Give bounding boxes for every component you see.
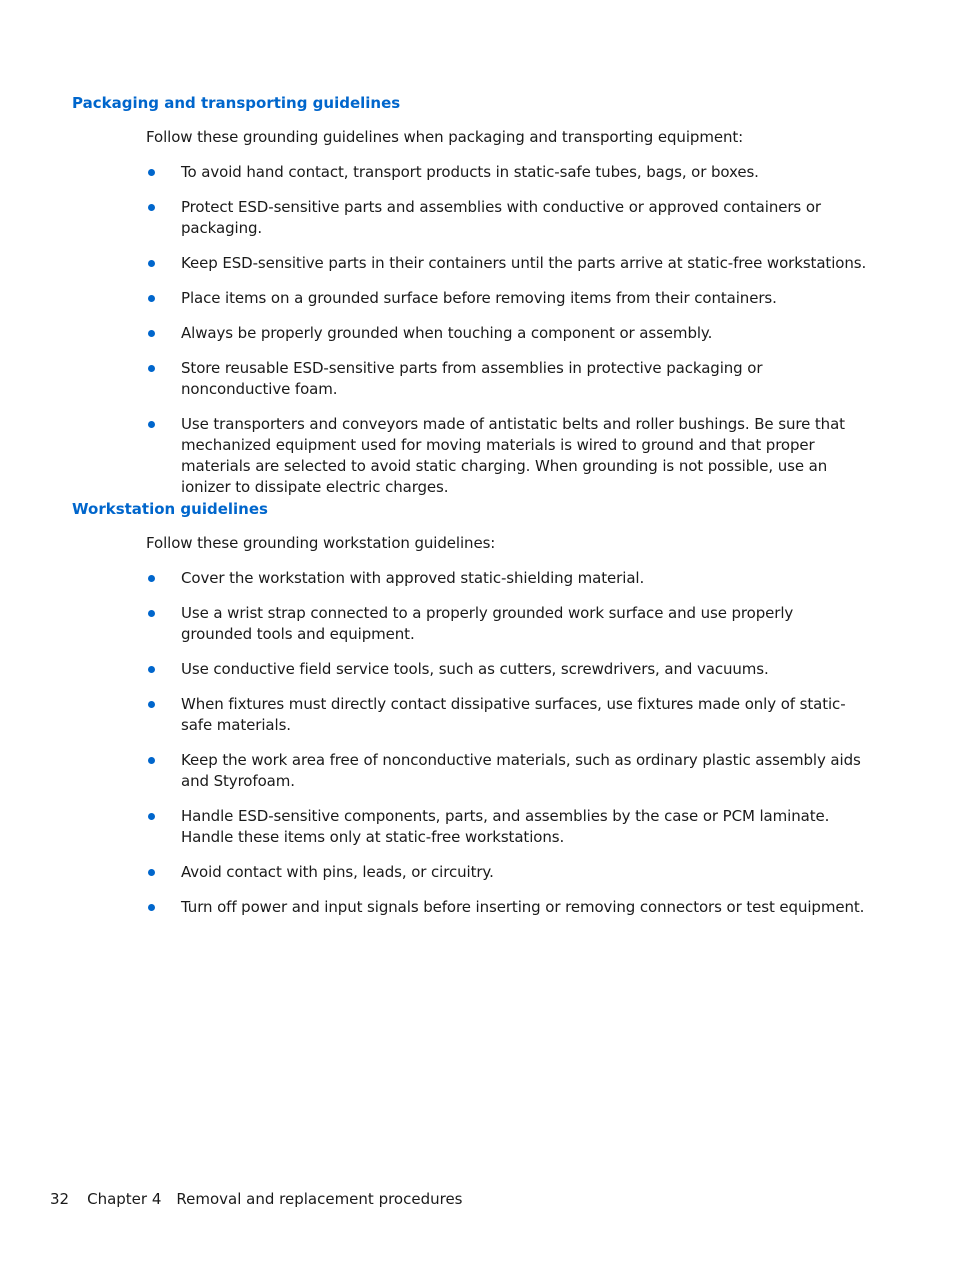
list-item — [146, 288, 868, 309]
chapter-label: Chapter 4 — [87, 1190, 162, 1208]
list-item — [146, 162, 868, 183]
list-item — [146, 323, 868, 344]
list-item-text: Always be properly grounded when touching a component or assembly. — [181, 324, 713, 342]
bullet-icon — [148, 757, 155, 764]
list-item-text: To avoid hand contact, transport products in static-safe tubes, bags, or boxes. — [181, 163, 759, 181]
list-item-text: Use a wrist strap connected to a properly grounded work surface and use properly grounded tools and equipment. — [181, 604, 794, 643]
section-heading-workstation: Workstation guidelines — [72, 500, 268, 518]
list-item — [146, 603, 868, 645]
bullet-icon — [148, 575, 155, 582]
page-footer — [50, 1189, 463, 1210]
bullet-icon — [148, 260, 155, 267]
bullet-icon — [148, 610, 155, 617]
list-item-text: Avoid contact with pins, leads, or circuitry. — [181, 863, 494, 881]
list-item-text: Use conductive field service tools, such as cutters, screwdrivers, and vacuums. — [181, 660, 769, 678]
bullet-icon — [148, 421, 155, 428]
section-intro-workstation: Follow these grounding workstation guidelines: — [146, 534, 496, 552]
list-item-text: Store reusable ESD-sensitive parts from assemblies in protective packaging or nonconductive foam. — [181, 359, 763, 398]
section-intro-packaging: Follow these grounding guidelines when packaging and transporting equipment: — [146, 128, 744, 146]
list-item-text: Cover the workstation with approved static-shielding material. — [181, 569, 645, 587]
bullet-list-packaging — [146, 162, 868, 512]
bullet-icon — [148, 295, 155, 302]
section-heading-packaging: Packaging and transporting guidelines — [72, 94, 401, 112]
list-item — [146, 897, 868, 918]
list-item — [146, 659, 868, 680]
page-number: 32 — [50, 1190, 70, 1208]
list-item-text: When fixtures must directly contact dissipative surfaces, use fixtures made only of static-safe materials. — [181, 695, 846, 734]
list-item — [146, 694, 868, 736]
bullet-icon — [148, 869, 155, 876]
chapter-title: Removal and replacement procedures — [176, 1190, 463, 1208]
list-item-text: Keep the work area free of nonconductive materials, such as ordinary plastic assembly aids and Styrofoam. — [181, 751, 861, 790]
list-item-text: Use transporters and conveyors made of antistatic belts and roller bushings. Be sure that mechanized equipment used for moving materials is wired to ground and that proper materials are selected to avoid static charging. When grounding is not possible, use an ionizer to dissipate electric charges. — [181, 415, 845, 496]
list-item-text: Keep ESD-sensitive parts in their containers until the parts arrive at static-free workstations. — [181, 254, 867, 272]
list-item-text: Turn off power and input signals before inserting or removing connectors or test equipment. — [181, 898, 865, 916]
list-item — [146, 358, 868, 400]
bullet-icon — [148, 330, 155, 337]
list-item — [146, 568, 868, 589]
list-item — [146, 253, 868, 274]
list-item — [146, 414, 868, 498]
list-item-text: Handle ESD-sensitive components, parts, and assemblies by the case or PCM laminate. Handle these items only at static-free workstations. — [181, 807, 830, 846]
bullet-list-workstation — [146, 568, 868, 932]
bullet-icon — [148, 813, 155, 820]
bullet-icon — [148, 365, 155, 372]
bullet-icon — [148, 204, 155, 211]
list-item — [146, 862, 868, 883]
list-item — [146, 750, 868, 792]
bullet-icon — [148, 701, 155, 708]
bullet-icon — [148, 169, 155, 176]
list-item — [146, 197, 868, 239]
bullet-icon — [148, 904, 155, 911]
list-item-text: Protect ESD-sensitive parts and assemblies with conductive or approved containers or packaging. — [181, 198, 821, 237]
list-item — [146, 806, 868, 848]
bullet-icon — [148, 666, 155, 673]
list-item-text: Place items on a grounded surface before removing items from their containers. — [181, 289, 777, 307]
